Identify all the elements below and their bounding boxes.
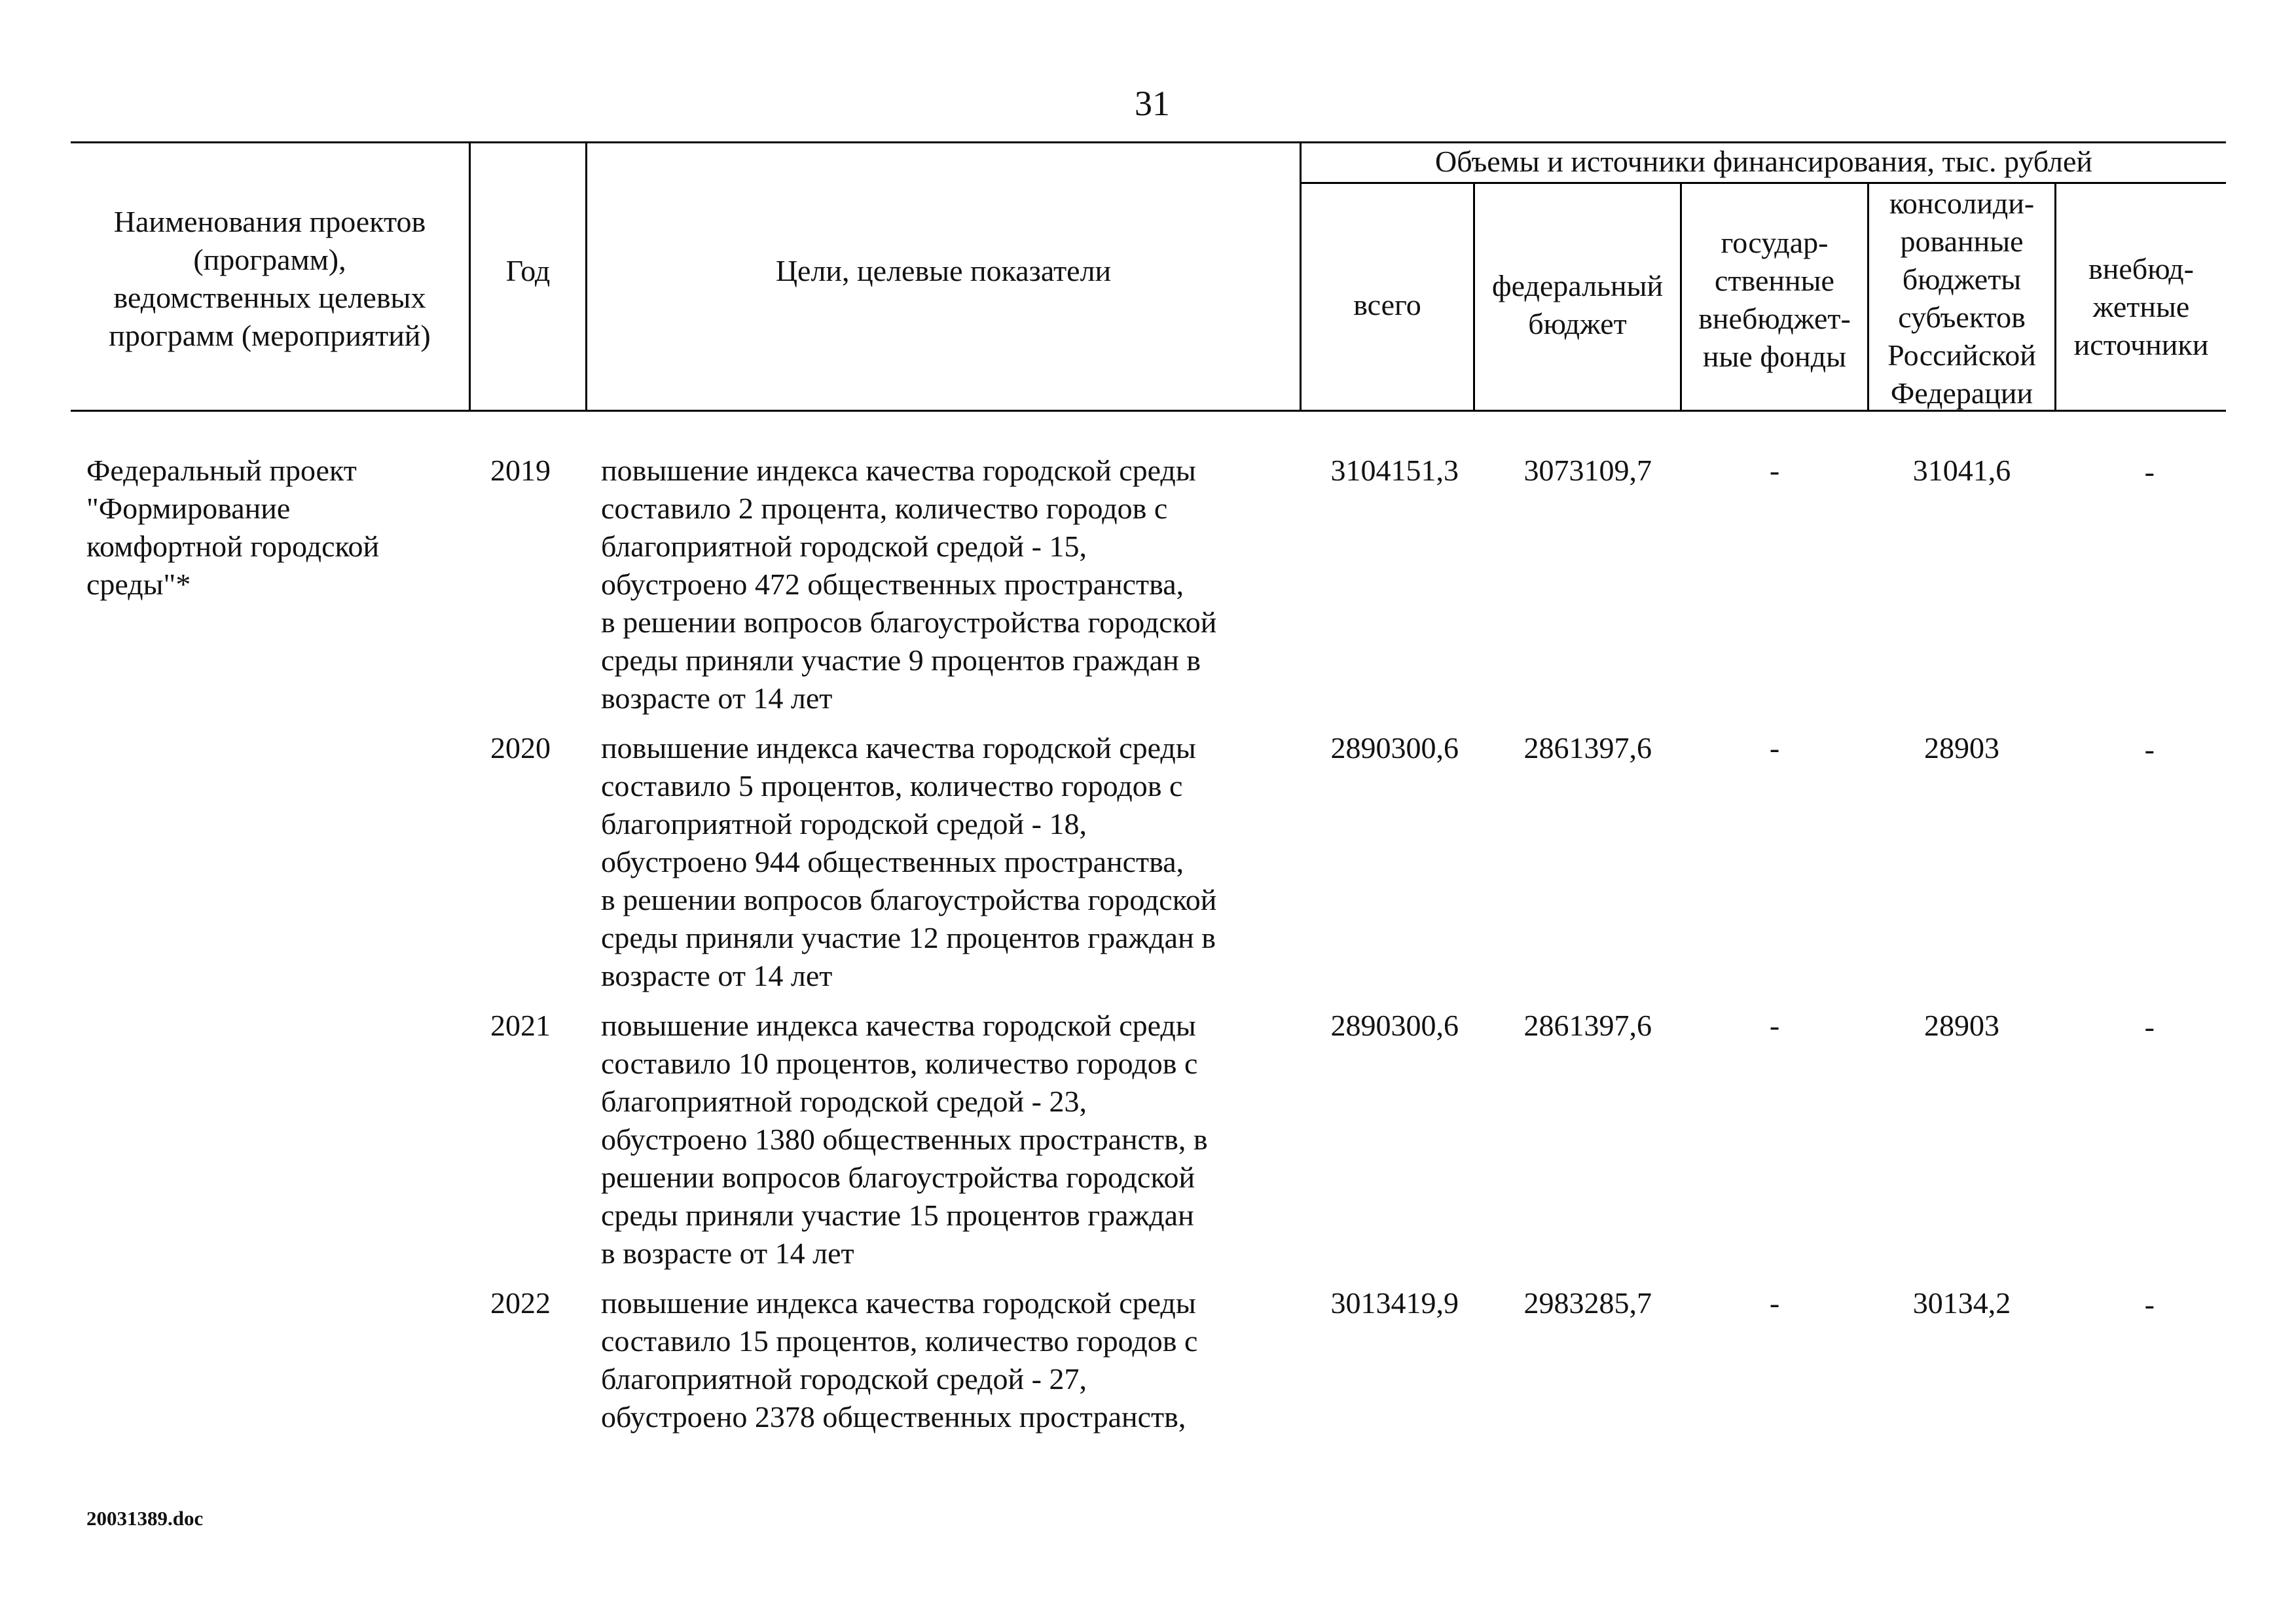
row-federal: 2861397,6 bbox=[1523, 731, 1652, 765]
row-regional: 28903 bbox=[1924, 731, 1999, 765]
page-number: 31 bbox=[1135, 84, 1170, 123]
row-year: 2021 bbox=[490, 1009, 551, 1042]
row-year: 2020 bbox=[490, 731, 551, 765]
row-offbudget: - bbox=[2144, 1010, 2155, 1043]
header-year: Год bbox=[505, 254, 551, 287]
row-offbudget: - bbox=[2144, 455, 2155, 488]
row-goals: повышение индекса качества городской среды составило 15 процентов, количество городов с благоприятной городской средой - 27, обустроено 2378 общественных пространств, bbox=[601, 1286, 1198, 1434]
row-offbudget: - bbox=[2144, 732, 2155, 766]
funding-subheader-rule bbox=[1301, 182, 2226, 184]
row-federal: 2983285,7 bbox=[1523, 1286, 1652, 1320]
row-regional: 31041,6 bbox=[1912, 454, 2011, 487]
row-total: 2890300,6 bbox=[1330, 731, 1459, 765]
row-year: 2019 bbox=[490, 454, 551, 487]
header-project-name: Наименования проектов (программ), ведомственных целевых программ (мероприятий) bbox=[109, 205, 431, 352]
header-regional: консолиди- рованные бюджеты субъектов Российской Федерации bbox=[1887, 187, 2036, 410]
row-goals: повышение индекса качества городской среды составило 5 процентов, количество городов с благоприятной городской средой - 18, обустроено 944 общественных пространства, в решении вопросов благоустройства городской среды приняли участие 12 процентов граждан в возрасте от 14 лет bbox=[601, 731, 1217, 992]
header-total: всего bbox=[1353, 288, 1421, 321]
row-regional: 28903 bbox=[1924, 1009, 1999, 1042]
row-state-funds: - bbox=[1769, 731, 1780, 765]
row-federal: 3073109,7 bbox=[1523, 454, 1652, 487]
header-offbudget: внебюд- жетные источники bbox=[2073, 252, 2209, 361]
row-goals: повышение индекса качества городской среды составило 2 процента, количество городов с благоприятной городской средой - 15, обустроено 472 общественных пространства, в решении вопросов благоустройства городской среды приняли участие 9 процентов граждан в возрасте от 14 лет bbox=[601, 454, 1217, 715]
project-name: Федеральный проект "Формирование комфортной городской среды"* bbox=[86, 454, 380, 601]
header-federal: федеральный бюджет bbox=[1491, 269, 1664, 340]
row-goals: повышение индекса качества городской среды составило 10 процентов, количество городов с благоприятной городской средой - 23, обустроено 1380 общественных пространств, в решении вопросов благоустройства городской среды приняли участие 15 процентов граждан в возрасте от 14 лет bbox=[601, 1009, 1208, 1270]
row-state-funds: - bbox=[1769, 1009, 1780, 1042]
row-state-funds: - bbox=[1769, 1286, 1780, 1320]
row-total: 2890300,6 bbox=[1330, 1009, 1459, 1042]
row-regional: 30134,2 bbox=[1912, 1286, 2011, 1320]
row-offbudget: - bbox=[2144, 1288, 2155, 1321]
row-year: 2022 bbox=[490, 1286, 551, 1320]
row-total: 3013419,9 bbox=[1330, 1286, 1459, 1320]
header-state-funds: государ- ственные внебюджет- ные фонды bbox=[1698, 226, 1851, 373]
document-filename: 20031389.doc bbox=[86, 1507, 204, 1530]
row-total: 3104151,3 bbox=[1330, 454, 1459, 487]
row-state-funds: - bbox=[1769, 454, 1780, 487]
header-funding: Объемы и источники финансирования, тыс. рублей bbox=[1435, 145, 2092, 178]
header-goals: Цели, целевые показатели bbox=[775, 254, 1112, 287]
row-federal: 2861397,6 bbox=[1523, 1009, 1652, 1042]
